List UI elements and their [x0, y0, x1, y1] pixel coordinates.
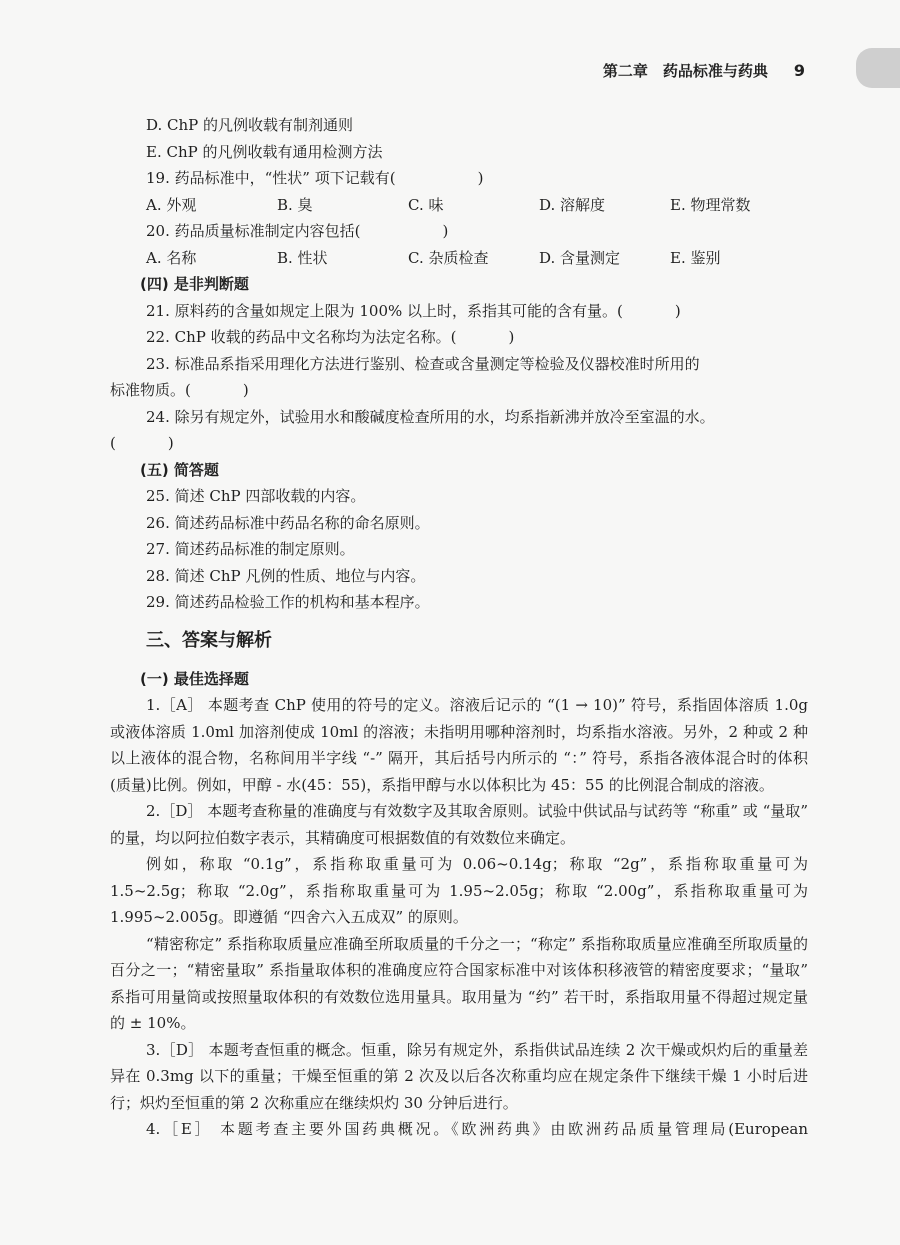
answer-blank: [456, 341, 508, 342]
answer-1: 1.［A］ 本题考查 ChP 使用的符号的定义。溶液后记示的 “(1 → 10)” 符号，系指固体溶质 1.0g 或液体溶质 1.0ml 加溶剂使成 10ml 的溶液；未指明用哪种溶剂时，均系指水溶液。另外，2 种或 2 种以上液体的混合物，名称间用半字线 “-” 隔开，其后括号内所示的 “：” 符号，系指各液体混合时的体积(质量)比例。例如，甲醇 - 水(45：55)，系指甲醇与水以体积比为 45：55 的比例混合制成的溶液。: [110, 696, 808, 794]
question-21: [110, 298, 808, 325]
question-18-option-d: D. ChP 的凡例收载有制剂通则: [146, 116, 354, 134]
option: B. 性状: [277, 248, 328, 267]
question-22: [110, 324, 808, 351]
option: B. 臭: [277, 195, 313, 214]
option: C. 杂质检查: [408, 248, 489, 267]
question-18-option-e: E. ChP 的凡例收载有通用检测方法: [146, 142, 383, 161]
question-29: 29. 简述药品检验工作的机构和基本程序。: [146, 593, 430, 611]
answer-blank: [191, 394, 243, 395]
option: A. 名称: [146, 248, 197, 267]
page-body: [110, 112, 808, 1143]
answer-blank: [623, 315, 675, 316]
close-paren: ): [167, 434, 174, 452]
question-24-text: (: [110, 434, 116, 452]
close-paren: ): [442, 222, 449, 240]
answers-section-heading: 三、答案与解析: [146, 629, 272, 651]
question-28: 28. 简述 ChP 凡例的性质、地位与内容。: [146, 566, 426, 585]
question-23-text: 标准物质。(: [110, 381, 191, 399]
answer-2-paragraph-3: “精密称定” 系指称取质量应准确至所取质量的千分之一；“称定” 系指称取质量应准确至所取质量的百分之一；“精密量取” 系指量取体积的准确度应符合国家标准中对该体积移液管的精密度要求；“量取” 系指可用量筒或按照量取体积的有效数位选用量具。取用量为 “约” 若干时，系指取用量不得超过规定量的 ± 10%。: [110, 934, 808, 1032]
question-24-line-2: [110, 430, 808, 457]
answer-2-paragraph-2: 例如，称取 “0.1g”，系指称取重量可为 0.06~0.14g；称取 “2g”，系指称取重量可为 1.5~2.5g；称取 “2.0g”，系指称取重量可为 1.95~2.05g；称取 “2.00g”，系指称取重量可为 1.995~2.005g。即遵循 “四舍六入五成双” 的原则。: [110, 855, 808, 926]
question-26: 26. 简述药品标准中药品名称的命名原则。: [146, 513, 430, 532]
question-24-line-1: 24. 除另有规定外，试验用水和酸碱度检查所用的水，均系指新沸并放冷至室温的水。: [146, 407, 715, 426]
question-20-text: 20. 药品质量标准制定内容包括(: [146, 222, 361, 240]
question-22-text: 22. ChP 收载的药品中文名称均为法定名称。(: [146, 328, 457, 346]
question-27: 27. 简述药品标准的制定原则。: [146, 540, 355, 558]
question-20: [110, 218, 808, 245]
question-20-options: [110, 245, 808, 272]
chapter-title: 第二章 药品标准与药典: [602, 62, 768, 80]
answers-subheading-best-choice: (一) 最佳选择题: [140, 669, 249, 688]
option: D. 溶解度: [539, 195, 606, 214]
close-paren: ): [508, 328, 515, 346]
question-23-line-1: 23. 标准品系指采用理化方法进行鉴别、检查或含量测定等检验及仪器校准时所用的: [146, 354, 700, 373]
question-21-text: 21. 原料药的含量如规定上限为 100% 以上时，系指其可能的含有量。(: [146, 301, 623, 320]
page-number: 9: [793, 61, 805, 80]
answer-blank: [360, 235, 442, 236]
answer-blank: [396, 182, 478, 183]
running-header: [603, 60, 805, 81]
option: E. 物理常数: [670, 195, 751, 214]
section-heading-short-answer: (五) 简答题: [140, 460, 219, 479]
option: E. 鉴别: [670, 248, 721, 267]
question-19-text: 19. 药品标准中，“性状” 项下记载有(: [146, 169, 396, 187]
question-25: 25. 简述 ChP 四部收载的内容。: [146, 487, 366, 505]
answer-2-paragraph-1: 2.［D］ 本题考查称量的准确度与有效数字及其取舍原则。试验中供试品与试药等 “称重” 或 “量取” 的量，均以阿拉伯数字表示，其精确度可根据数值的有效数位来确定。: [110, 802, 808, 847]
question-23-line-2: [110, 377, 808, 404]
option: D. 含量测定: [539, 248, 621, 267]
option: A. 外观: [146, 195, 197, 214]
option: C. 味: [408, 195, 444, 214]
section-heading-true-false: (四) 是非判断题: [140, 275, 249, 293]
close-paren: ): [477, 169, 484, 187]
close-paren: ): [674, 301, 681, 320]
question-19-options: [110, 192, 808, 219]
close-paren: ): [242, 381, 249, 399]
answer-4: 4.［E］ 本题考查主要外国药典概况。《欧洲药典》由欧洲药品质量管理局(European: [146, 1120, 808, 1138]
answer-3: 3.［D］ 本题考查恒重的概念。恒重，除另有规定外，系指供试品连续 2 次干燥或炽灼后的重量差异在 0.3mg 以下的重量；干燥至恒重的第 2 次及以后各次称重均应在规定条件下继续干燥 1 小时后进行；炽灼至恒重的第 2 次称重应在继续炽灼 30 分钟后进行。: [110, 1040, 808, 1112]
question-19: [110, 165, 808, 192]
page-edge-tab: [856, 48, 900, 88]
answer-blank: [116, 447, 168, 448]
